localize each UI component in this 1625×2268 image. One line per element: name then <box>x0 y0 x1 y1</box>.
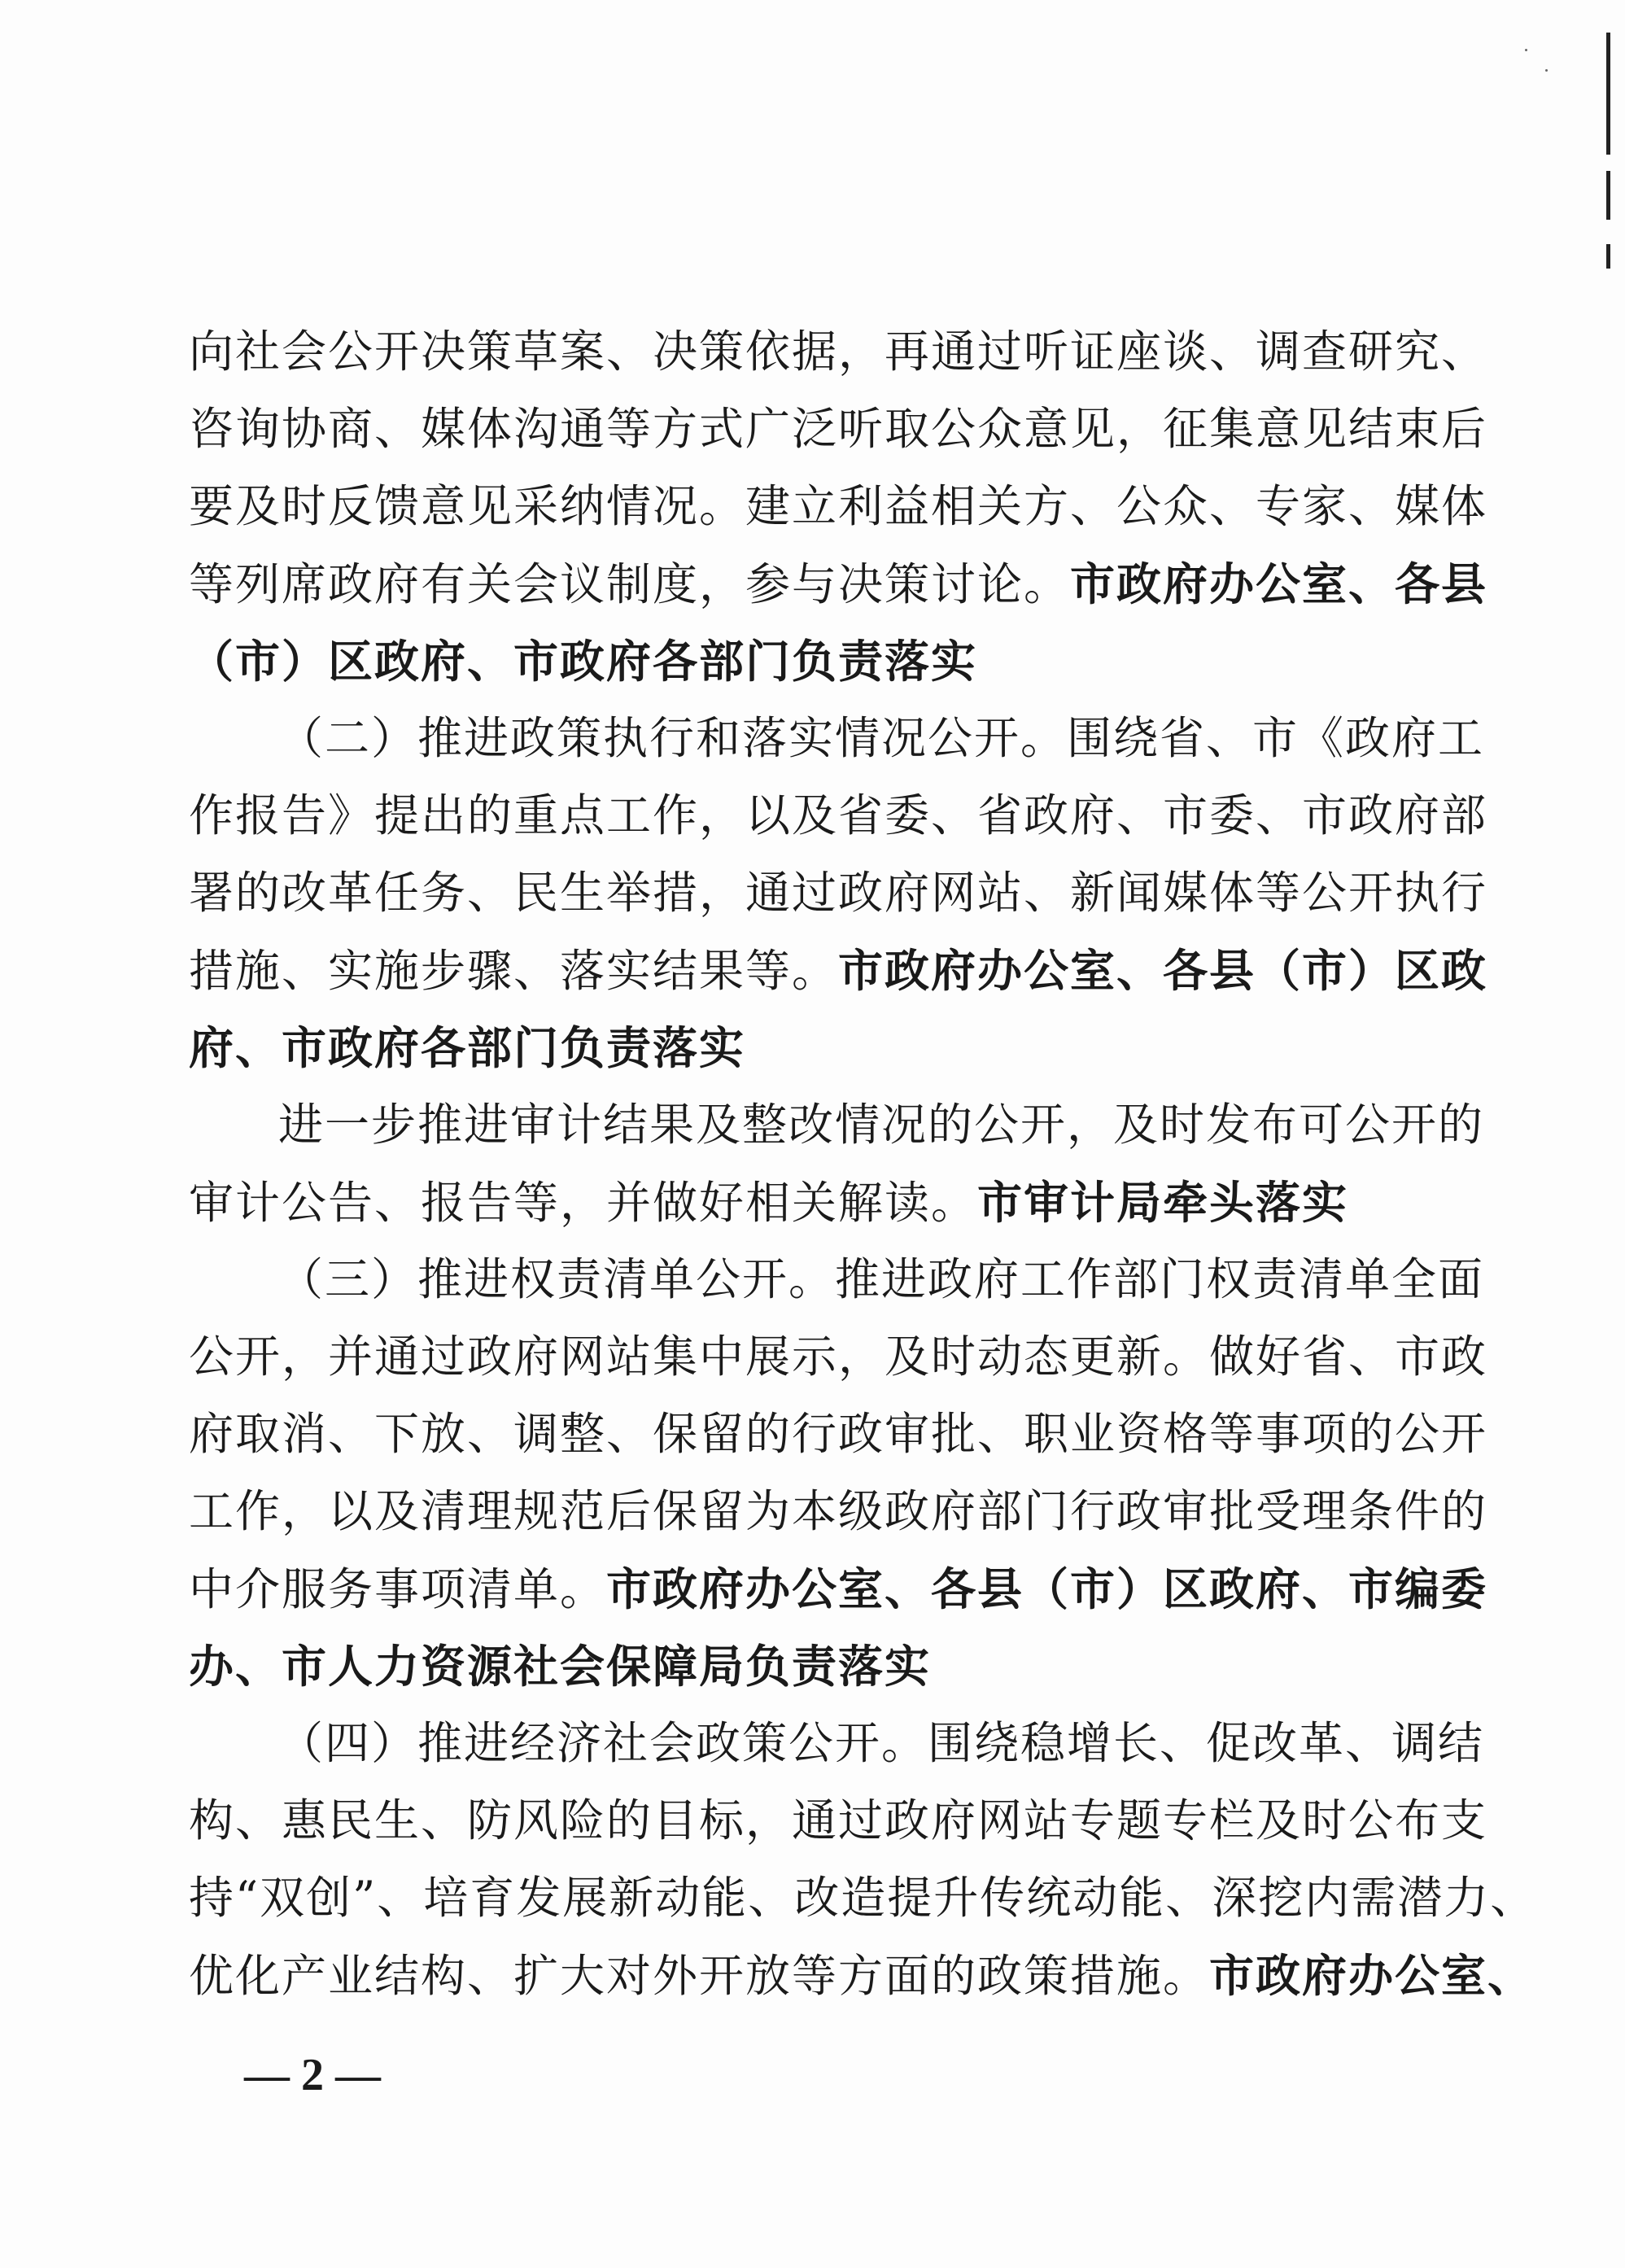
responsibility-note: 办、市人力资源社会保障局负责落实 <box>189 1640 932 1693</box>
text-line-3: 要及时反馈意见采纳情况。建立利益相关方、公众、专家、媒体 <box>189 480 1488 532</box>
text-line-9: 措施、实施步骤、落实结果等。市政府办公室、各县（市）区政 <box>189 944 1488 997</box>
scan-edge-mark <box>1606 244 1610 269</box>
text-line-8: 署的改革任务、民生举措，通过政府网站、新闻媒体等公开执行 <box>189 867 1488 919</box>
responsibility-note: 市政府办公室、各县（市）区政府、市编委 <box>606 1562 1488 1615</box>
responsibility-note: 市政府办公室、各县 <box>1070 557 1488 610</box>
text-line-10 <box>189 1009 1409 1086</box>
responsibility-note: （市）区政府、市政府各部门负责落实 <box>189 635 978 688</box>
responsibility-note: 市政府办公室、各县（市）区政 <box>838 944 1488 997</box>
text-line-12: 审计公告、报告等，并做好相关解读。市审计局牵头落实 <box>189 1176 1349 1229</box>
text-line-22: 优化产业结构、扩大对外开放等方面的政策措施。市政府办公室、 <box>189 1949 1535 2002</box>
text-line-16: 工作，以及清理规范后保留为本级政府部门行政审批受理条件的 <box>189 1485 1488 1537</box>
scan-edge-mark <box>1606 171 1610 220</box>
text-line-17: 中介服务事项清单。市政府办公室、各县（市）区政府、市编委 <box>189 1562 1488 1615</box>
text-line-20: 构、惠民生、防风险的目标，通过政府网站专题专栏及时公布支 <box>189 1794 1488 1846</box>
section-heading-3: （三）推进权责清单公开。推进政府工作部门权责清单全面 <box>278 1253 1485 1305</box>
section-heading-4: （四）推进经济社会政策公开。围绕稳增长、促改革、调结 <box>278 1717 1485 1769</box>
text-line-11: 进一步推进审计结果及整改情况的公开，及时发布可公开的 <box>278 1099 1485 1151</box>
section-heading-2: （二）推进政策执行和落实情况公开。围绕省、市《政府工 <box>278 712 1485 764</box>
responsibility-note: 市政府办公室、 <box>1209 1949 1535 2002</box>
scan-speck <box>1525 49 1527 51</box>
text-line-21: 持“双创”、培育发展新动能、改造提升传统动能、深挖内需潜力、 <box>189 1872 1537 1924</box>
text-line-14: 公开，并通过政府网站集中展示，及时动态更新。做好省、市政 <box>189 1331 1488 1383</box>
text-line-18 <box>189 1628 1409 1705</box>
responsibility-note: 市审计局牵头落实 <box>977 1176 1349 1229</box>
scan-speck <box>1545 69 1548 72</box>
scan-edge-mark <box>1606 33 1610 155</box>
responsibility-note: 府、市政府各部门负责落实 <box>189 1021 746 1074</box>
document-body <box>189 313 1537 2014</box>
text-line-4: 等列席政府有关会议制度，参与决策讨论。市政府办公室、各县 <box>189 557 1488 610</box>
text-line-15: 府取消、下放、调整、保留的行政审批、职业资格等事项的公开 <box>189 1408 1488 1460</box>
text-line-1: 向社会公开决策草案、决策依据，再通过听证座谈、调查研究、 <box>189 326 1488 378</box>
text-line-2: 咨询协商、媒体沟通等方式广泛听取公众意见，征集意见结束后 <box>189 403 1488 455</box>
text-line-7: 作报告》提出的重点工作，以及省委、省政府、市委、市政府部 <box>189 789 1488 841</box>
text-line-5 <box>189 623 1409 700</box>
page-number: — 2 — <box>244 2050 381 2100</box>
